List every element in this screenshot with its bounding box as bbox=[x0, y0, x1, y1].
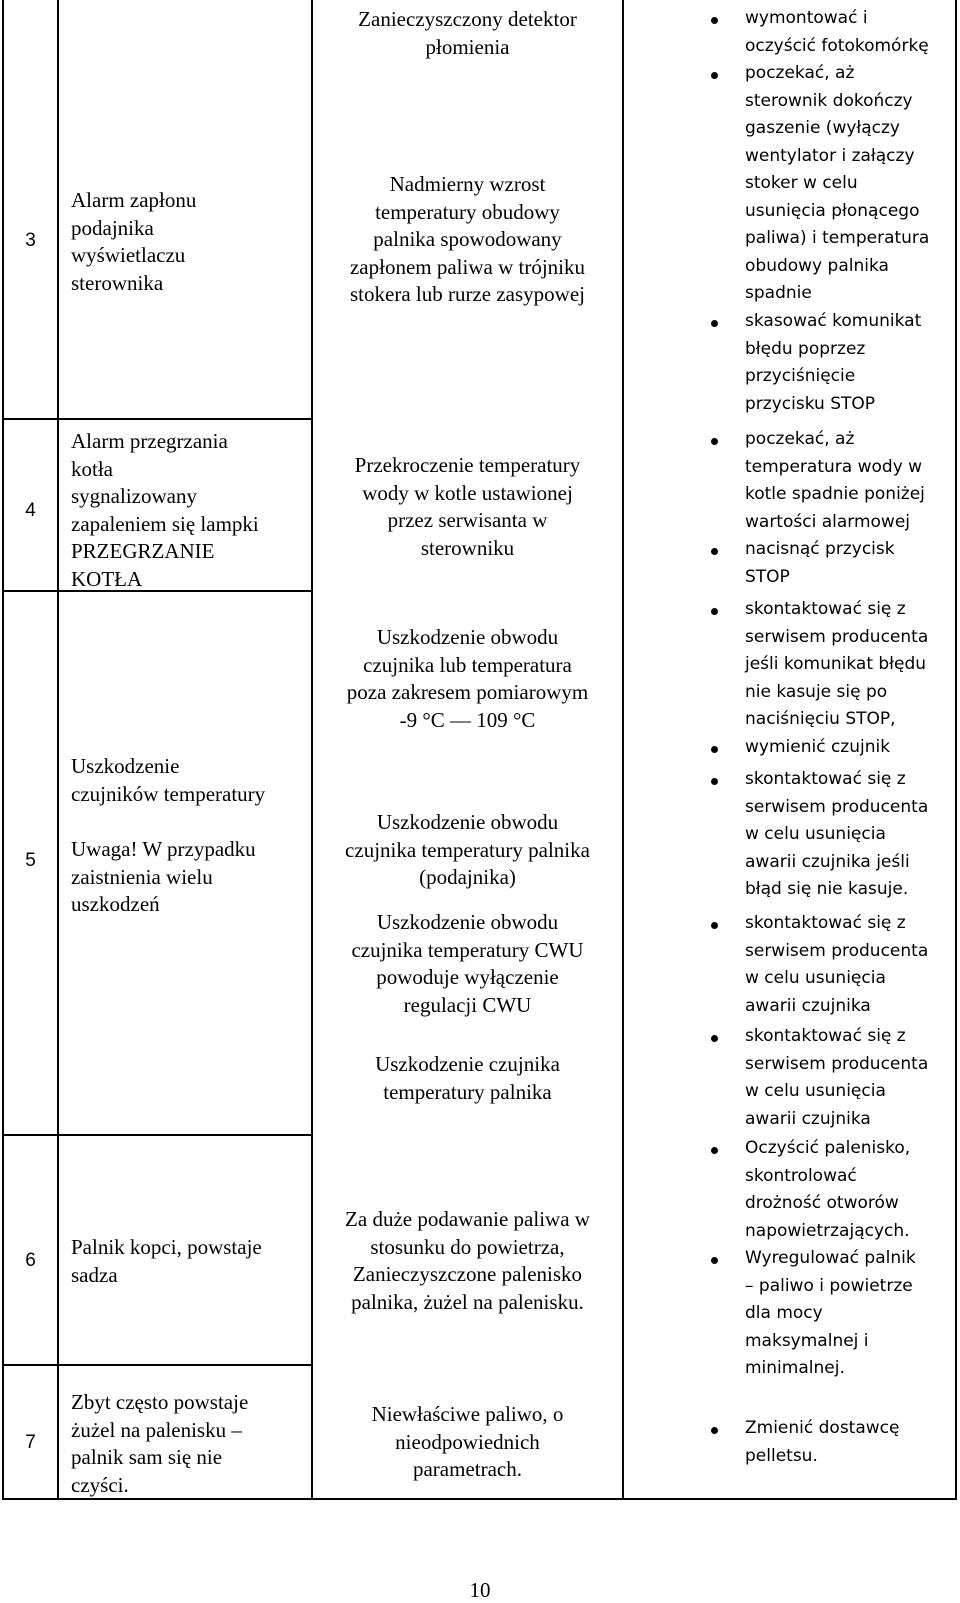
cause-line: Zanieczyszczone palenisko bbox=[352, 1262, 583, 1286]
action-line: skontaktować się z bbox=[745, 599, 906, 619]
cause-line: -9 °C — 109 °C bbox=[399, 707, 536, 732]
description-line: Alarm zapłonu bbox=[71, 188, 197, 212]
action-line: usunięcia płonącego bbox=[745, 200, 920, 221]
action-line: skontaktować się z bbox=[745, 1026, 906, 1046]
description-line: podajnika bbox=[71, 215, 154, 240]
description-line: sterownika bbox=[71, 270, 164, 295]
description-line: PRZEGRZANIE bbox=[71, 539, 215, 563]
action-line: skontaktować się z bbox=[745, 913, 906, 933]
action-line: serwisem producenta bbox=[745, 626, 929, 647]
action-line: Zmienić dostawcę bbox=[745, 1418, 900, 1438]
action-line: maksymalnej i bbox=[745, 1330, 869, 1351]
bullet-icon bbox=[711, 72, 718, 79]
action-line: nacisnąć przycisk bbox=[745, 539, 895, 559]
bullet-icon bbox=[711, 438, 718, 445]
bullet-icon bbox=[711, 548, 718, 555]
action-line: kotle spadnie poniżej bbox=[745, 484, 925, 504]
cause-line: czujnika lub temperatura bbox=[363, 652, 572, 677]
cause-line: Zanieczyszczony detektor bbox=[358, 7, 577, 31]
action-line: awarii czujnika bbox=[745, 995, 871, 1016]
action-line: pelletsu. bbox=[745, 1445, 818, 1466]
action-line: oczyścić fotokomórkę bbox=[745, 35, 929, 56]
cause-line: palnika spowodowany bbox=[373, 227, 562, 251]
action-line: sterownik dokończy bbox=[745, 90, 913, 111]
cause-line: Nadmierny wzrost bbox=[389, 172, 546, 196]
bullet-icon bbox=[711, 778, 718, 785]
cause-line: Uszkodzenie czujnika bbox=[375, 1052, 560, 1076]
action-line: błędu poprzez bbox=[745, 338, 866, 359]
description-line: zaistnienia wielu bbox=[71, 864, 213, 889]
row-number: 7 bbox=[25, 1432, 36, 1453]
description-line: Zbyt często powstaje bbox=[71, 1390, 249, 1414]
bullet-icon bbox=[711, 746, 718, 753]
bullet-icon bbox=[711, 608, 718, 615]
action-line: STOP bbox=[745, 566, 790, 587]
cause-line: stokera lub rurze zasypowej bbox=[350, 282, 585, 306]
action-line: wartości alarmowej bbox=[745, 511, 911, 532]
cause-line: czujnika temperatury CWU bbox=[351, 937, 584, 962]
action-line: w celu usunięcia bbox=[745, 1081, 886, 1101]
action-line: skasować komunikat bbox=[745, 311, 922, 331]
description-line: żużel na palenisku – bbox=[71, 1417, 242, 1442]
description-line: czyści. bbox=[71, 1472, 129, 1497]
cause-line: powoduje wyłączenie bbox=[376, 965, 559, 989]
cause-line: sterowniku bbox=[420, 535, 515, 560]
action-line: jeśli komunikat błędu bbox=[745, 654, 927, 674]
row-number: 3 bbox=[25, 230, 36, 251]
row-number: 4 bbox=[25, 500, 36, 521]
action-line: napowietrzających. bbox=[745, 1220, 910, 1241]
action-line: stoker w celu bbox=[745, 173, 858, 193]
description-line: uszkodzeń bbox=[71, 892, 160, 916]
action-line: awarii czujnika bbox=[745, 1108, 871, 1129]
description-line: wyświetlaczu bbox=[71, 243, 186, 267]
description-line: KOTŁA bbox=[71, 566, 143, 591]
action-line: poczekać, aż bbox=[745, 63, 855, 83]
cause-line: palnika, żużel na palenisku. bbox=[351, 1289, 584, 1314]
cause-line: temperatury palnika bbox=[383, 1079, 552, 1104]
action-line: serwisem producenta bbox=[745, 796, 929, 817]
row-number: 5 bbox=[25, 850, 36, 871]
row-number: 6 bbox=[25, 1250, 36, 1271]
action-line: w celu usunięcia bbox=[745, 824, 886, 844]
action-line: w celu usunięcia bbox=[745, 968, 886, 988]
cause-line: wody w kotle ustawionej bbox=[362, 480, 573, 505]
action-line: wymienić czujnik bbox=[745, 737, 891, 757]
page-number: 10 bbox=[469, 1578, 491, 1602]
cause-line: Za duże podawanie paliwa w bbox=[345, 1207, 590, 1231]
cause-line: Uszkodzenie obwodu bbox=[376, 910, 559, 934]
action-line: poczekać, aż bbox=[745, 429, 855, 449]
cause-line: temperatury obudowy bbox=[375, 199, 560, 224]
description-line: sadza bbox=[71, 1262, 118, 1287]
action-line: paliwa) i temperatura bbox=[745, 228, 930, 248]
description-line: Uszkodzenie bbox=[71, 754, 180, 778]
action-line: Wyregulować palnik bbox=[745, 1248, 916, 1268]
description-line: sygnalizowany bbox=[71, 484, 197, 508]
action-line: serwisem producenta bbox=[745, 1053, 929, 1074]
cause-line: regulacji CWU bbox=[403, 992, 532, 1017]
bullet-icon bbox=[711, 1427, 718, 1434]
bullet-icon bbox=[711, 1257, 718, 1264]
description-line: palnik sam się nie bbox=[71, 1445, 223, 1469]
action-line: Oczyścić palenisko, bbox=[745, 1138, 911, 1158]
action-line: wymontować i bbox=[745, 8, 868, 28]
description-line: zapaleniem się lampki bbox=[71, 511, 259, 536]
action-line: spadnie bbox=[745, 283, 812, 303]
bullet-icon bbox=[711, 922, 718, 929]
bullet-icon bbox=[711, 1035, 718, 1042]
cause-line: Uszkodzenie obwodu bbox=[376, 625, 559, 649]
cause-line: nieodpowiednich bbox=[395, 1429, 540, 1454]
action-line: drożność otworów bbox=[745, 1193, 899, 1213]
cause-line: parametrach. bbox=[412, 1457, 522, 1481]
action-line: naciśnięciu STOP, bbox=[745, 709, 896, 729]
cause-line: przez serwisanta w bbox=[387, 508, 548, 532]
description-line: Palnik kopci, powstaje bbox=[71, 1235, 262, 1259]
action-line: przycisku STOP bbox=[745, 393, 875, 414]
bullet-icon bbox=[711, 1147, 718, 1154]
action-line: minimalnej. bbox=[745, 1358, 845, 1378]
action-line: – paliwo i powietrze bbox=[745, 1275, 913, 1296]
action-line: awarii czujnika jeśli bbox=[745, 851, 910, 872]
action-line: obudowy palnika bbox=[745, 255, 889, 276]
action-line: serwisem producenta bbox=[745, 940, 929, 961]
action-line: temperatura wody w bbox=[745, 456, 923, 477]
action-line: dla mocy bbox=[745, 1303, 823, 1323]
action-line: skontrolować bbox=[745, 1165, 857, 1186]
cause-line: Uszkodzenie obwodu bbox=[376, 810, 559, 834]
bullet-icon bbox=[711, 320, 718, 327]
action-line: wentylator i załączy bbox=[745, 145, 915, 166]
description-line: kotła bbox=[71, 456, 113, 481]
description-line: czujników temperatury bbox=[71, 781, 266, 806]
cause-line: Przekroczenie temperatury bbox=[354, 453, 581, 477]
description-line: Alarm przegrzania bbox=[71, 429, 228, 453]
action-line: skontaktować się z bbox=[745, 769, 906, 789]
cause-line: poza zakresem pomiarowym bbox=[346, 680, 589, 704]
cause-line: zapłonem paliwa w trójniku bbox=[349, 254, 586, 279]
cause-line: Niewłaściwe paliwo, o bbox=[371, 1402, 564, 1426]
action-line: gaszenie (wyłączy bbox=[745, 118, 900, 138]
cause-line: czujnika temperatury palnika bbox=[345, 837, 590, 862]
cause-line: (podajnika) bbox=[419, 865, 516, 889]
cause-line: stosunku do powietrza, bbox=[370, 1234, 565, 1259]
bullet-icon bbox=[711, 17, 718, 24]
action-line: nie kasuje się po bbox=[745, 681, 888, 702]
action-line: przyciśnięcie bbox=[745, 366, 856, 386]
cause-line: płomienia bbox=[425, 34, 510, 59]
action-line: błąd się nie kasuje. bbox=[745, 879, 909, 899]
description-line: Uwaga! W przypadku bbox=[71, 837, 256, 861]
